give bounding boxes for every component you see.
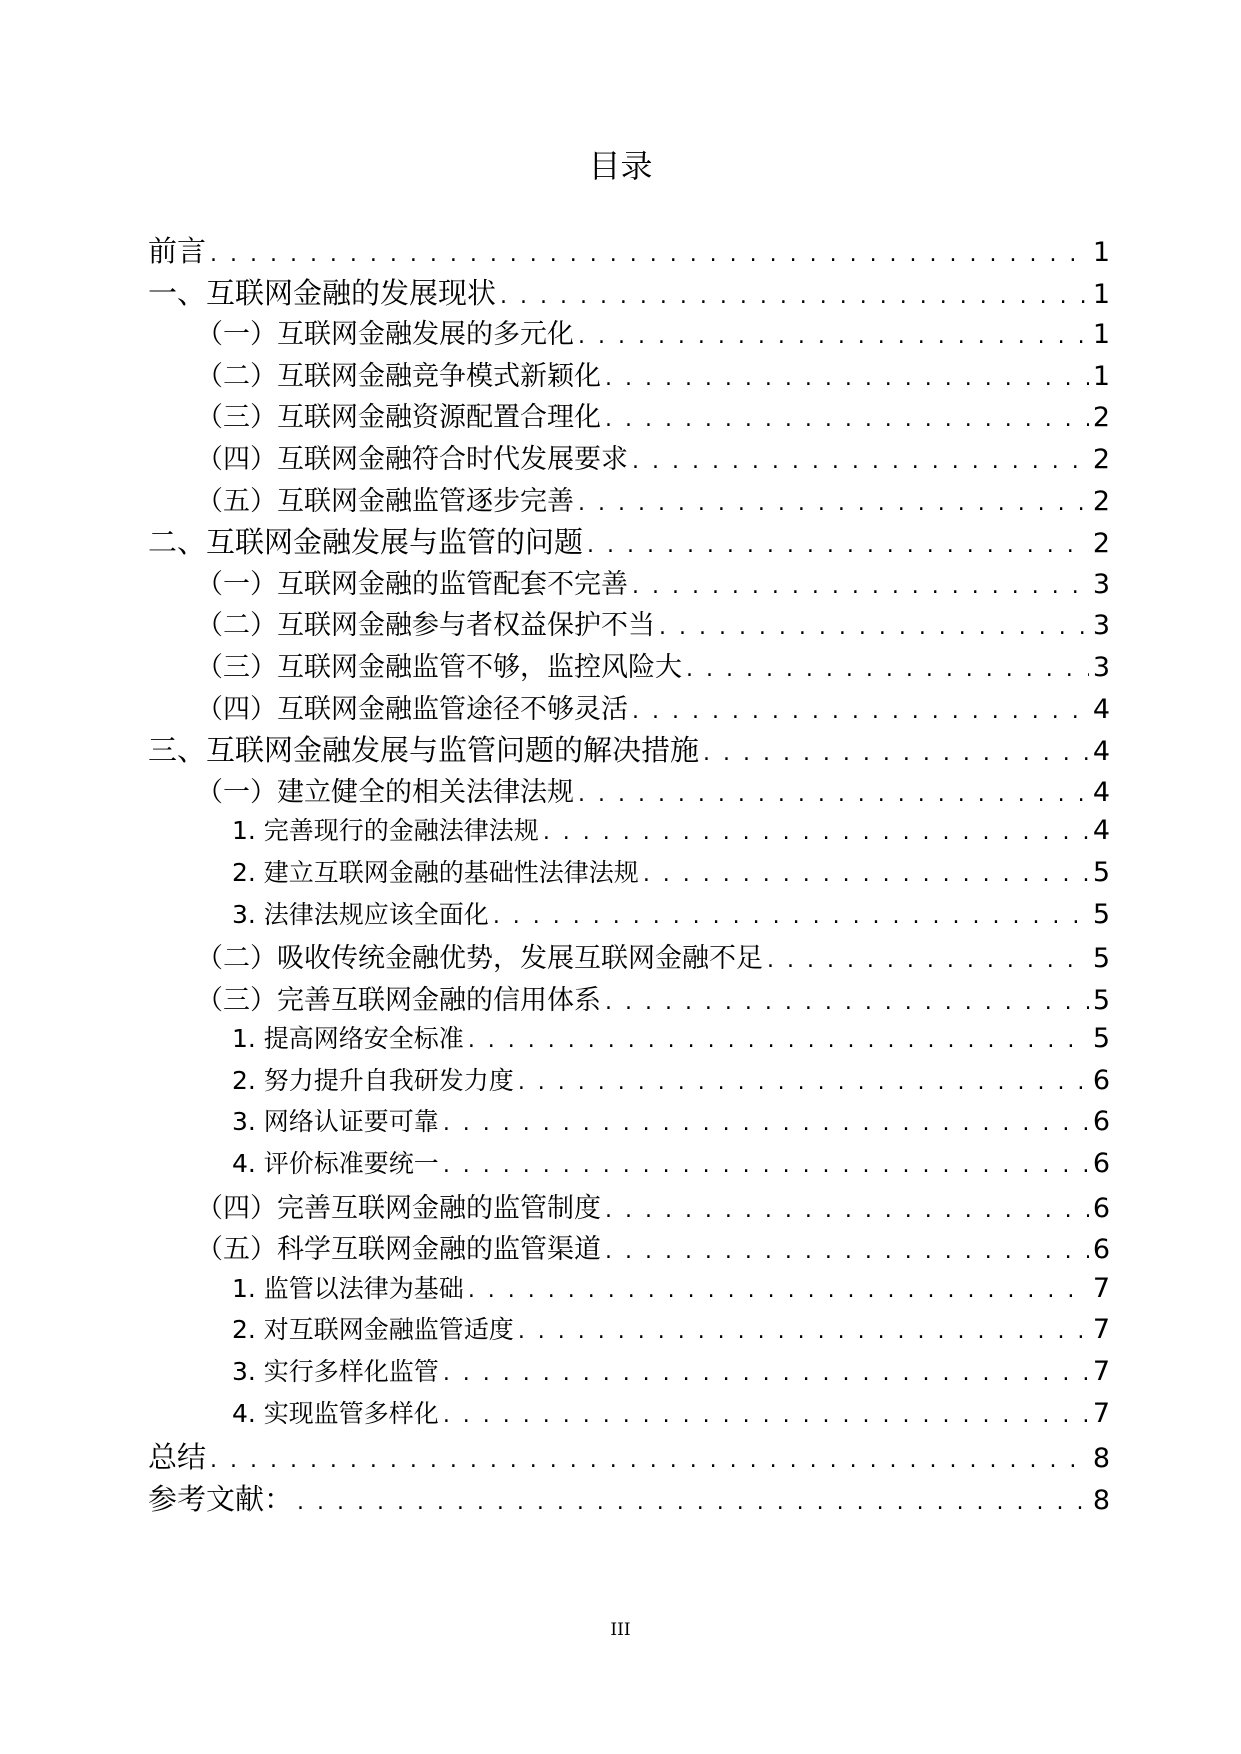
dot-leader <box>587 533 1089 558</box>
toc-entry[interactable] <box>148 229 1110 271</box>
toc-entry-label: （二）互联网金融竞争模式新颖化 <box>196 360 601 392</box>
toc-entry-label: 二、互联网金融发展与监管的问题 <box>148 525 584 560</box>
toc-entry-page: 3 <box>1092 651 1110 683</box>
toc-entry-label: （一）建立健全的相关法律法规 <box>196 776 574 808</box>
toc-entry-label: 一、互联网金融的发展现状 <box>148 275 497 310</box>
toc-entry-page: 2 <box>1092 485 1110 517</box>
toc-entry-label: （三）完善互联网金融的信用体系 <box>196 984 601 1016</box>
toc-entry-label: 前言 <box>148 234 207 268</box>
toc-entry-label: （四）互联网金融符合时代发展要求 <box>196 443 628 475</box>
toc-entry-page: 2 <box>1092 402 1110 434</box>
dot-leader <box>493 904 1089 929</box>
toc-entry[interactable] <box>148 936 1110 978</box>
dot-leader <box>605 407 1089 432</box>
toc-entry-page: 7 <box>1092 1397 1110 1429</box>
toc-entry[interactable] <box>148 1144 1110 1186</box>
dot-leader <box>518 1070 1089 1095</box>
toc-entry[interactable] <box>148 312 1110 354</box>
dot-leader <box>605 1239 1089 1264</box>
toc-entry-page: 5 <box>1092 898 1110 930</box>
dot-leader <box>443 1111 1089 1136</box>
toc-entry-label: 3. 网络认证要可靠 <box>232 1107 439 1137</box>
dot-leader <box>210 1448 1089 1473</box>
toc-entry-page: 7 <box>1092 1272 1110 1304</box>
toc-entry-page: 3 <box>1092 568 1110 600</box>
dot-leader <box>578 491 1089 516</box>
toc-entry-label: 总结 <box>148 1440 207 1475</box>
dot-leader <box>643 862 1089 887</box>
toc-entry-page: 5 <box>1092 943 1110 975</box>
toc-entry-label: 4. 实现监管多样化 <box>232 1398 439 1428</box>
toc-entry[interactable] <box>148 1269 1110 1311</box>
toc-entry-page: 5 <box>1092 1023 1110 1055</box>
toc-entry-label: （一）互联网金融的监管配套不完善 <box>196 568 628 600</box>
toc-entry-label: 三、互联网金融发展与监管问题的解决措施 <box>148 733 700 768</box>
toc-entry-page: 6 <box>1092 1106 1110 1138</box>
toc-entry[interactable] <box>148 1310 1110 1352</box>
toc-entry[interactable] <box>148 479 1110 521</box>
toc-entry[interactable] <box>148 1394 1110 1436</box>
toc-entry-label: 1. 监管以法律为基础 <box>232 1273 464 1303</box>
dot-leader <box>500 284 1089 309</box>
toc-entry[interactable] <box>148 687 1110 729</box>
toc-entry-label: 1. 完善现行的金融法律法规 <box>232 816 539 846</box>
toc-entry[interactable] <box>148 1435 1110 1477</box>
toc-entry-page: 5 <box>1092 856 1110 888</box>
toc-entry-label: 4. 评价标准要统一 <box>232 1149 439 1179</box>
toc-entry[interactable] <box>148 271 1110 313</box>
dot-leader <box>703 741 1089 766</box>
dot-leader <box>632 449 1089 474</box>
toc-entry[interactable] <box>148 1061 1110 1103</box>
dot-leader <box>297 1490 1089 1515</box>
dot-leader <box>605 990 1089 1015</box>
toc-entry[interactable] <box>148 437 1110 479</box>
toc-entry-label: 3. 实行多样化监管 <box>232 1357 439 1387</box>
dot-leader <box>632 699 1089 724</box>
toc-entry-page: 4 <box>1092 776 1110 808</box>
toc-entry[interactable] <box>148 562 1110 604</box>
dot-leader <box>443 1361 1089 1386</box>
toc-entry-page: 7 <box>1092 1356 1110 1388</box>
toc-entry-label: 1. 提高网络安全标准 <box>232 1024 464 1054</box>
toc-entry[interactable] <box>148 603 1110 645</box>
toc-entry-page: 7 <box>1092 1314 1110 1346</box>
toc-title: 目录 <box>588 147 653 185</box>
dot-leader <box>605 366 1089 391</box>
toc-entry-label: （四）完善互联网金融的监管制度 <box>196 1192 601 1224</box>
dot-leader <box>686 657 1089 682</box>
toc-entry-label: （一）互联网金融发展的多元化 <box>196 319 574 351</box>
toc-entry-label: 3. 法律法规应该全面化 <box>232 899 489 929</box>
toc-entry-page: 6 <box>1092 1234 1110 1266</box>
toc-entry[interactable] <box>148 1227 1110 1269</box>
toc-entry-label: （三）互联网金融监管不够，监控风险大 <box>196 651 682 683</box>
toc-entry-page: 4 <box>1092 736 1110 768</box>
dot-leader <box>659 615 1089 640</box>
dot-leader <box>468 1028 1089 1053</box>
toc-entry-label: （四）互联网金融监管途径不够灵活 <box>196 693 628 725</box>
toc-entry-page: 2 <box>1092 443 1110 475</box>
toc-entry[interactable] <box>148 354 1110 396</box>
toc-entry-page: 3 <box>1092 610 1110 642</box>
dot-leader <box>578 782 1089 807</box>
toc-entry-label: （二）互联网金融参与者权益保护不当 <box>196 610 655 642</box>
toc-entry-page: 4 <box>1092 693 1110 725</box>
toc-entry[interactable] <box>148 811 1110 853</box>
page-number: III <box>610 1620 631 1640</box>
dot-leader <box>443 1403 1089 1428</box>
toc-entry[interactable] <box>148 895 1110 937</box>
toc-entry-page: 4 <box>1092 815 1110 847</box>
toc-entry[interactable] <box>148 728 1110 770</box>
dot-leader <box>443 1153 1089 1178</box>
dot-leader <box>767 948 1089 973</box>
toc-entry-page: 1 <box>1092 237 1110 268</box>
toc-entry-page: 1 <box>1092 360 1110 392</box>
dot-leader <box>578 324 1089 349</box>
toc-entry-label: 2. 对互联网金融监管适度 <box>232 1315 514 1345</box>
toc-entry-page: 2 <box>1092 528 1110 560</box>
toc-entry-page: 8 <box>1092 1484 1110 1516</box>
dot-leader <box>543 820 1089 845</box>
toc-entry-page: 5 <box>1092 984 1110 1016</box>
toc-entry-label: （二）吸收传统金融优势，发展互联网金融不足 <box>196 943 763 975</box>
toc-entry[interactable] <box>148 853 1110 895</box>
toc-entry-page: 8 <box>1092 1443 1110 1475</box>
toc-entry-page: 6 <box>1092 1064 1110 1096</box>
toc-entry[interactable] <box>148 520 1110 562</box>
toc-list <box>148 229 1110 1518</box>
toc-entry-label: （五）互联网金融监管逐步完善 <box>196 485 574 517</box>
toc-entry[interactable] <box>148 770 1110 812</box>
toc-entry-page: 1 <box>1092 278 1110 310</box>
toc-entry-page: 1 <box>1092 319 1110 351</box>
toc-entry-page: 6 <box>1092 1148 1110 1180</box>
toc-entry[interactable] <box>148 978 1110 1020</box>
toc-entry[interactable] <box>148 395 1110 437</box>
toc-entry-label: 参考文献： <box>148 1481 294 1516</box>
toc-entry-label: （三）互联网金融资源配置合理化 <box>196 402 601 434</box>
dot-leader <box>632 574 1089 599</box>
toc-entry[interactable] <box>148 1477 1110 1519</box>
toc-entry-label: 2. 建立互联网金融的基础性法律法规 <box>232 857 639 887</box>
dot-leader <box>210 242 1089 267</box>
toc-entry-label: 2. 努力提升自我研发力度 <box>232 1065 514 1095</box>
dot-leader <box>605 1198 1089 1223</box>
toc-entry-label: （五）科学互联网金融的监管渠道 <box>196 1234 601 1266</box>
dot-leader <box>468 1278 1089 1303</box>
toc-entry[interactable] <box>148 1102 1110 1144</box>
dot-leader <box>518 1319 1089 1344</box>
toc-entry[interactable] <box>148 1019 1110 1061</box>
toc-entry[interactable] <box>148 1352 1110 1394</box>
toc-entry[interactable] <box>148 1186 1110 1228</box>
toc-entry[interactable] <box>148 645 1110 687</box>
toc-entry-page: 6 <box>1092 1192 1110 1224</box>
